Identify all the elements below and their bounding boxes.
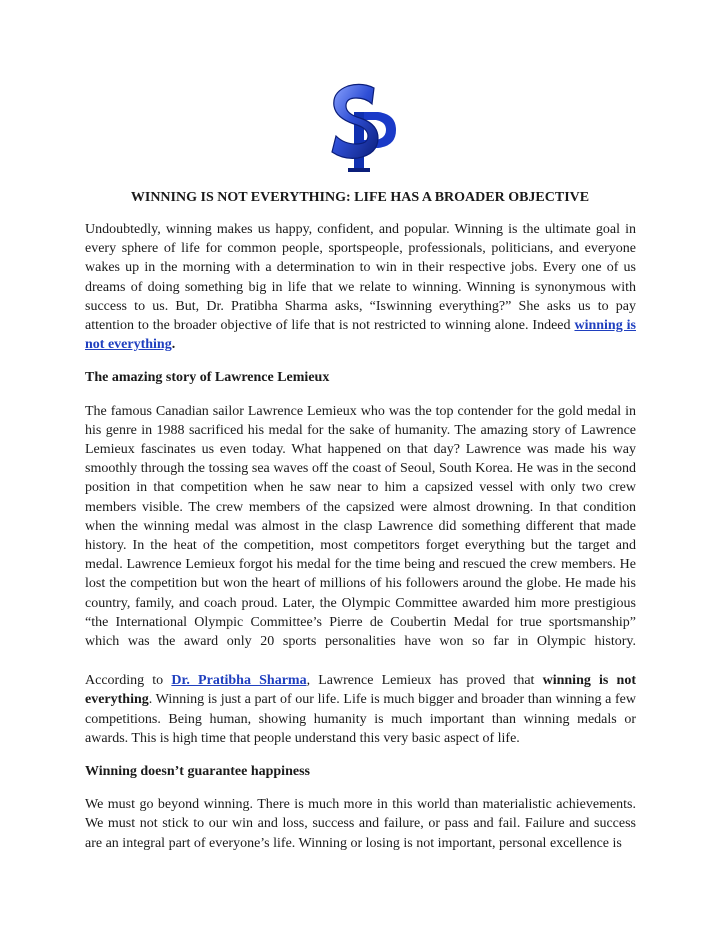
page-title: WINNING IS NOT EVERYTHING: LIFE HAS A BROADER OBJECTIVE xyxy=(130,190,590,205)
bold-phrase: winning is not everything xyxy=(85,673,636,708)
dr-pratibha-sharma-link[interactable]: Dr. Pratibha Sharma xyxy=(171,673,307,689)
paragraph-beyond-winning: We must go beyond winning. There is much more in this world than materialistic achievements. We must not stick to our win and loss, success and failure, or pass and fail. Failure and success are an integral part of everyone’s life. Winning or losing is not important, personal excellence is xyxy=(85,797,636,851)
paragraph-intro xyxy=(85,220,636,354)
paragraph-text: , Lawrence Lemieux has proved that xyxy=(306,673,543,689)
paragraph-according xyxy=(85,671,636,748)
sp-logo xyxy=(326,82,398,174)
paragraph-lemieux-story: The famous Canadian sailor Lawrence Lemieux who was the top contender for the gold medal in his genre in 1988 sacrificed his medal for the sake of humanity. The amazing story of Lawrence Lemieux fascinates us even today. What happened on that day? Lawrence was made his way smoothly through the tossing sea waves off the coast of Seoul, South Korea. He was in the second position in that competition when he saw near to him a capsized vessel with only two crew members visible. The crew members of the capsized were almost drowning. In that condition when the winning medal was almost in the clasp Lawrence did something different that made history. In the heat of the competition, most competitors forget everything but the target and medal. Lawrence Lemieux forgot his medal for the time being and rescued the crew members. He lost the competition but won the heart of millions of his followers around the globe. He made his country, family, and coach proud. Later, the Olympic Committee awarded him more prestigious “the International Olympic Committee’s Pierre de Coubertin Medal for true sportsmanship” which was the award only 20 sports personalities have won so far in Olympic history. xyxy=(85,403,636,650)
winning-link[interactable]: winning is not everything xyxy=(85,318,636,353)
period: . xyxy=(171,337,176,353)
article-body xyxy=(85,220,636,867)
paragraph-text: . Winning is just a part of our life. Life is much bigger and broader than winning a few competitions. Being human, showing humanity is much important than winning medals or awards. This is high time that people understand this very basic aspect of life. xyxy=(85,692,636,746)
section-heading-happiness: Winning doesn’t guarantee happiness xyxy=(85,764,310,780)
paragraph-text: Undoubtedly, winning makes us happy, confident, and popular. Winning is the ultimate goal in every sphere of life for common people, sportspeople, professionals, politicians, and everyone wakes up in the morning with a determination to win in their respective jobs. Every one of us dreams of doing something big in life that we relate to winning. Winning is synonymous with success to us. But, Dr. Pratibha Sharma asks, “Iswinning everything?” She asks us to pay attention to the broader objective of life that is not restricted to winning alone. Indeed xyxy=(85,222,636,334)
paragraph-text: According to xyxy=(85,673,172,689)
section-heading-lemieux: The amazing story of Lawrence Lemieux xyxy=(85,370,330,386)
